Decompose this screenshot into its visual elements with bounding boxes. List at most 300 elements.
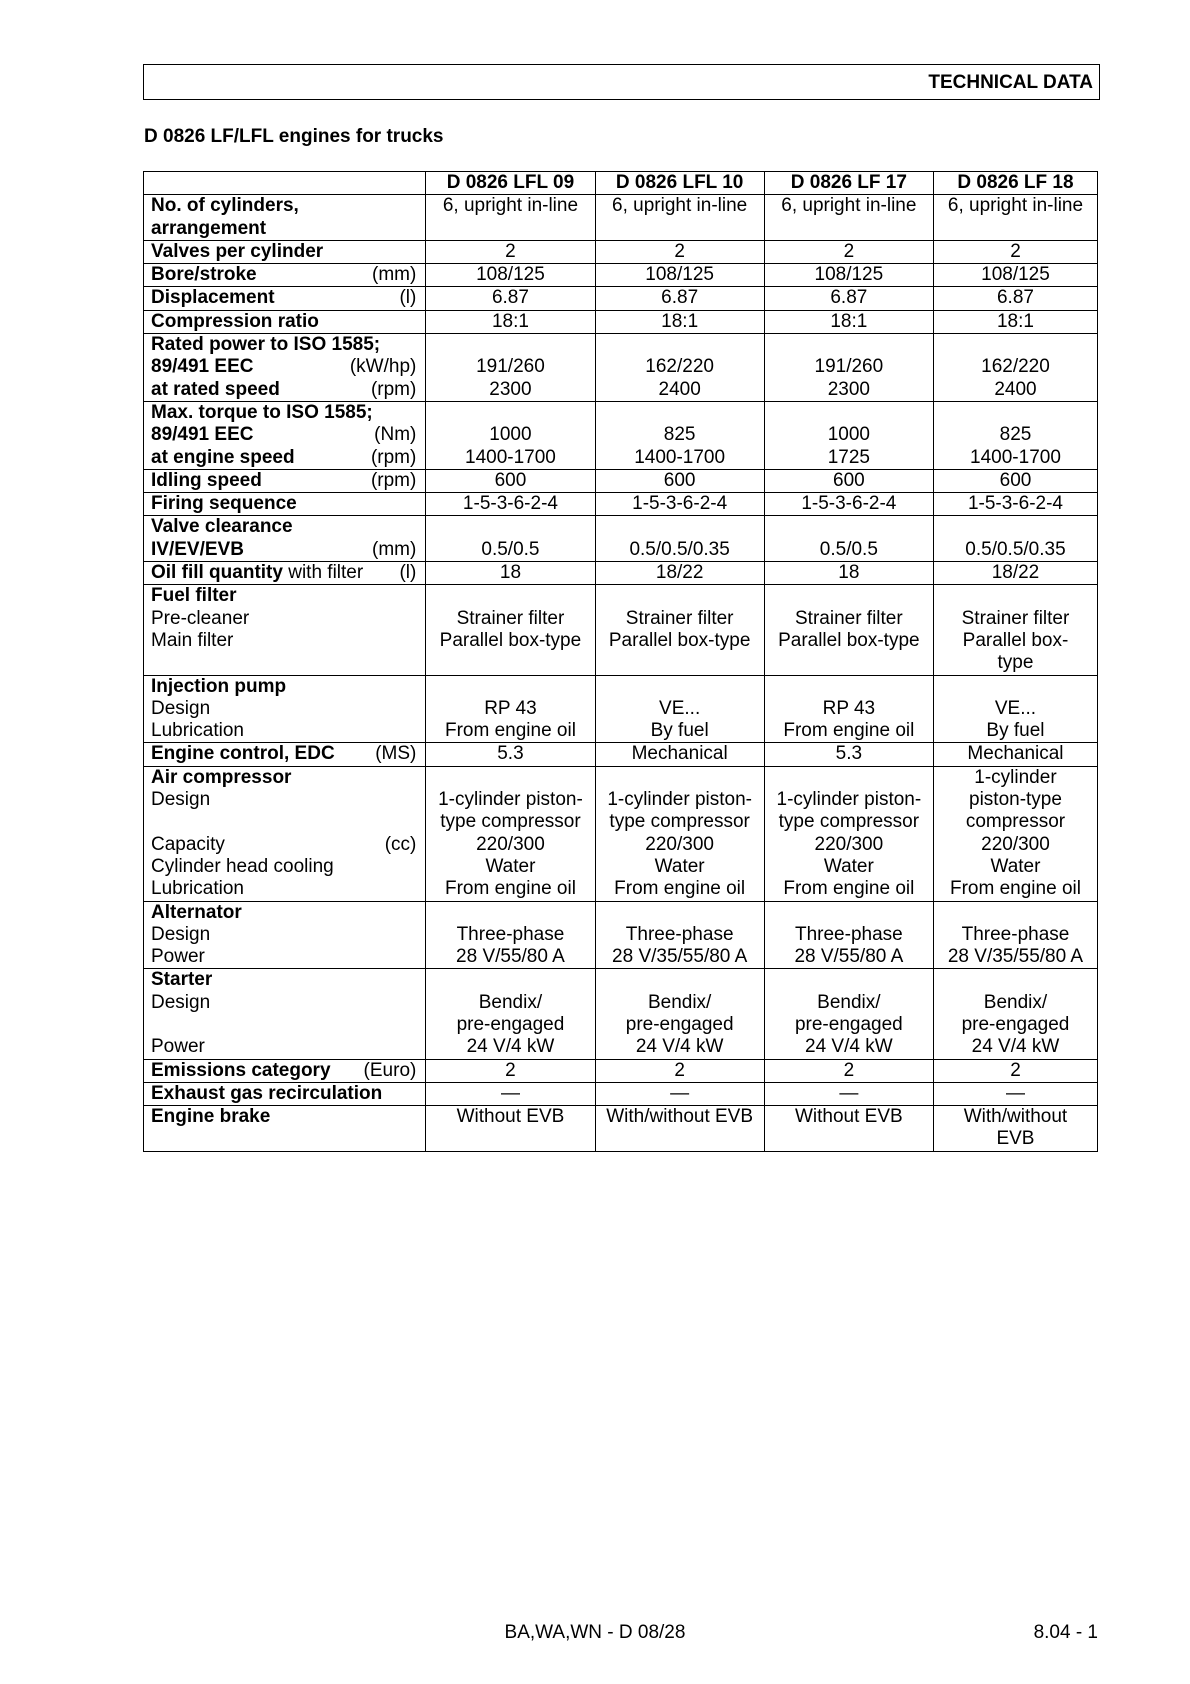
emissions-row-value: 2 xyxy=(505,1059,516,1081)
idling-row-value: 600 xyxy=(663,469,696,491)
pre-cleaner-value: Strainer filter xyxy=(795,607,903,629)
value-cell xyxy=(764,969,933,1059)
rated-power-label-2 xyxy=(151,356,416,378)
value-cell xyxy=(933,195,1097,241)
air-compressor-lubrication xyxy=(151,878,416,900)
value-cell xyxy=(595,334,764,402)
value-cell xyxy=(933,334,1097,402)
emissions-row-label xyxy=(151,1060,416,1082)
rated-power-label-2-unit: (kW/hp) xyxy=(349,356,417,378)
compression-row-value: 18:1 xyxy=(830,310,868,332)
compressor-lubrication-value: From engine oil xyxy=(614,878,746,900)
value-cell xyxy=(426,901,595,969)
firing-row-label xyxy=(151,493,416,515)
egr-row-value: — xyxy=(500,1082,520,1104)
engine-brake-value: Without EVB xyxy=(794,1106,903,1128)
oil-fill-row-label-text: Oil fill quantity xyxy=(151,562,283,584)
valves-row-value: 2 xyxy=(1010,240,1021,262)
value-cell xyxy=(933,766,1097,901)
value-cell xyxy=(933,969,1097,1059)
starter-power-value: 24 V/4 kW xyxy=(971,1036,1060,1058)
oil-fill-row-value: 18 xyxy=(838,562,860,584)
pre-cleaner-value: Strainer filter xyxy=(625,607,734,629)
row-label xyxy=(144,1106,426,1152)
rated-power-label-3-text: at rated speed xyxy=(151,378,280,400)
row-label xyxy=(144,310,426,333)
compressor-capacity-value: 220/300 xyxy=(814,833,884,855)
starter-design-value: Bendix/ pre-engaged xyxy=(625,991,734,1035)
starter-design-value: Bendix/ pre-engaged xyxy=(456,991,565,1035)
compressor-lubrication-value: From engine oil xyxy=(444,878,576,900)
displacement-row-label xyxy=(151,287,416,309)
torque-row xyxy=(144,401,1098,469)
valves-row-label-text: Valves per cylinder xyxy=(151,240,324,262)
value-cell xyxy=(595,172,764,195)
egr-row xyxy=(144,1082,1098,1105)
injection-pump-sub2 xyxy=(151,720,416,742)
value-cell xyxy=(595,287,764,310)
footer-page-number: 8.04 - 1 xyxy=(1033,1622,1098,1643)
emissions-row xyxy=(144,1059,1098,1082)
value-cell xyxy=(933,516,1097,562)
row-label xyxy=(144,195,426,241)
row-label xyxy=(144,287,426,310)
rated-power-label-2-text: 89/491 EEC xyxy=(151,356,254,378)
value-cell xyxy=(595,901,764,969)
air-compressor-heading-text: Air compressor xyxy=(151,766,292,788)
fuel-filter-sub1 xyxy=(151,608,416,630)
footer-document-code: BA,WA,WN - D 08/28 xyxy=(504,1622,686,1643)
pump-design-value: VE... xyxy=(659,697,701,719)
compressor-design-value: 1-cylinder piston- type compressor xyxy=(438,789,583,833)
alternator-design-value: Three-phase xyxy=(625,923,734,945)
value-cell xyxy=(764,675,933,743)
alternator-sub2 xyxy=(151,946,416,968)
row-label xyxy=(144,562,426,585)
compressor-design-value: 1-cylinder piston- type compressor xyxy=(776,789,922,833)
value-cell xyxy=(426,240,595,263)
value-cell xyxy=(764,516,933,562)
pump-design-value: RP 43 xyxy=(822,697,876,719)
torque-value: 825 xyxy=(663,424,696,446)
oil-fill-row-label-suffix: with filter xyxy=(288,562,364,584)
rated-speed-value: 2400 xyxy=(994,378,1037,400)
main-filter-value: Parallel box- type xyxy=(962,629,1069,674)
displacement-row-value: 6.87 xyxy=(661,287,699,309)
row-label xyxy=(144,969,426,1059)
torque-label-2-unit: (Nm) xyxy=(374,424,417,446)
value-cell xyxy=(764,493,933,516)
fuel-filter-heading xyxy=(151,585,416,607)
value-cell xyxy=(426,172,595,195)
injection-pump-sub1-text: Design xyxy=(151,697,211,719)
pump-lubrication-value: By fuel xyxy=(986,720,1045,742)
starter-sub2-text: Power xyxy=(151,1036,205,1058)
rated-speed-value: 2300 xyxy=(827,378,870,400)
alternator-row xyxy=(144,901,1098,969)
cylinders-label-1-text: No. of cylinders, xyxy=(151,195,299,217)
injection-pump-sub2-text: Lubrication xyxy=(151,720,244,742)
column-header: D 0826 LFL 09 xyxy=(446,172,575,193)
value-cell xyxy=(933,675,1097,743)
value-cell xyxy=(595,743,764,766)
value-cell xyxy=(764,1082,933,1105)
firing-row xyxy=(144,493,1098,516)
injection-pump-heading xyxy=(151,676,416,698)
valve-clearance-value: 0.5/0.5/0.35 xyxy=(629,538,730,560)
row-label xyxy=(144,675,426,743)
valves-row xyxy=(144,240,1098,263)
alternator-design-value: Three-phase xyxy=(456,923,565,945)
value-cell xyxy=(426,969,595,1059)
engine-control-row-value: Mechanical xyxy=(631,743,728,765)
starter-heading-text: Starter xyxy=(151,969,213,991)
bore-row-label-text: Bore/stroke xyxy=(151,264,257,286)
firing-row-value: 1-5-3-6-2-4 xyxy=(632,493,728,515)
column-header: D 0826 LF 18 xyxy=(957,172,1074,193)
alternator-sub1-text: Design xyxy=(151,923,211,945)
alternator-power-value: 28 V/35/55/80 A xyxy=(947,946,1084,968)
torque-label-1-text: Max. torque to ISO 1585; xyxy=(151,401,373,423)
egr-row-label-text: Exhaust gas recirculation xyxy=(151,1082,383,1104)
main-filter-value: Parallel box-type xyxy=(778,629,920,651)
value-cell xyxy=(595,562,764,585)
row-label xyxy=(144,493,426,516)
rated-speed-value: 2400 xyxy=(658,378,701,400)
injection-pump-heading-text: Injection pump xyxy=(151,675,287,697)
cylinders-value: 6, upright in-line xyxy=(612,195,748,217)
value-cell xyxy=(426,334,595,402)
idling-row-label xyxy=(151,470,416,492)
torque-value: 1000 xyxy=(827,424,870,446)
value-cell xyxy=(933,240,1097,263)
air-compressor-capacity-text: Capacity xyxy=(151,833,225,855)
valve-clearance-row xyxy=(144,516,1098,562)
value-cell xyxy=(933,287,1097,310)
valve-clearance-label-1 xyxy=(151,516,416,538)
idling-row xyxy=(144,469,1098,492)
compressor-capacity-value: 220/300 xyxy=(981,833,1050,855)
idling-row-value: 600 xyxy=(999,469,1032,491)
valves-row-value: 2 xyxy=(674,240,685,262)
value-cell xyxy=(764,195,933,241)
value-cell xyxy=(933,562,1097,585)
rated-speed-value: 2300 xyxy=(489,378,532,400)
displacement-row xyxy=(144,287,1098,310)
torque-value: 825 xyxy=(999,424,1032,446)
value-cell xyxy=(764,766,933,901)
row-label xyxy=(144,240,426,263)
value-cell xyxy=(933,901,1097,969)
engine-control-row-unit: (MS) xyxy=(375,743,417,765)
value-cell xyxy=(764,901,933,969)
starter-row xyxy=(144,969,1098,1059)
injection-pump-row xyxy=(144,675,1098,743)
column-header: D 0826 LFL 10 xyxy=(615,172,744,193)
oil-fill-row-unit: (l) xyxy=(399,562,417,584)
starter-sub1-text: Design xyxy=(151,991,211,1013)
firing-row-label-text: Firing sequence xyxy=(151,493,297,515)
value-cell xyxy=(595,1106,764,1152)
value-cell xyxy=(764,743,933,766)
air-compressor-design xyxy=(151,789,416,811)
cylinders-value: 6, upright in-line xyxy=(781,195,917,217)
value-cell xyxy=(426,562,595,585)
torque-value: 1000 xyxy=(489,424,532,446)
row-label xyxy=(144,743,426,766)
pre-cleaner-value: Strainer filter xyxy=(456,607,565,629)
egr-row-value: — xyxy=(670,1082,690,1104)
idling-row-unit: (rpm) xyxy=(370,469,417,491)
engine-control-row-value: 5.3 xyxy=(835,743,863,765)
fuel-filter-sub1-text: Pre-cleaner xyxy=(151,607,250,629)
value-cell xyxy=(426,287,595,310)
value-cell xyxy=(933,401,1097,469)
value-cell xyxy=(595,516,764,562)
torque-label-2 xyxy=(151,424,416,446)
bore-row-value: 108/125 xyxy=(645,264,714,286)
emissions-row-value: 2 xyxy=(674,1059,685,1081)
valves-row-value: 2 xyxy=(843,240,855,262)
valve-clearance-label-2-unit: (mm) xyxy=(372,538,417,560)
firing-row-value: 1-5-3-6-2-4 xyxy=(801,493,897,515)
header-box xyxy=(143,64,1100,100)
idling-row-label-text: Idling speed xyxy=(151,469,262,491)
engine-control-row-value: 5.3 xyxy=(497,743,524,765)
value-cell xyxy=(764,240,933,263)
torque-label-3-unit: (rpm) xyxy=(370,446,417,468)
value-cell xyxy=(426,1082,595,1105)
main-filter-value: Parallel box-type xyxy=(439,629,582,651)
value-cell xyxy=(426,195,595,241)
bore-row-unit: (mm) xyxy=(372,264,417,286)
row-label xyxy=(144,172,426,195)
pump-design-value: RP 43 xyxy=(484,697,537,719)
compression-row-label xyxy=(151,311,416,333)
cylinders-label-2 xyxy=(151,218,416,240)
value-cell xyxy=(764,469,933,492)
pump-lubrication-value: By fuel xyxy=(650,720,709,742)
rated-power-value: 162/220 xyxy=(981,356,1050,378)
value-cell xyxy=(426,401,595,469)
torque-speed-value: 1725 xyxy=(827,446,870,468)
value-cell xyxy=(426,264,595,287)
value-cell xyxy=(933,585,1097,675)
row-label xyxy=(144,901,426,969)
firing-row-value: 1-5-3-6-2-4 xyxy=(967,493,1063,515)
compressor-design-value: 1-cylinder piston-type compressor xyxy=(965,766,1066,833)
section-title: TECHNICAL DATA xyxy=(928,72,1093,93)
row-label xyxy=(144,1082,426,1105)
air-compressor-row xyxy=(144,766,1098,901)
emissions-row-value: 2 xyxy=(1010,1059,1021,1081)
rated-power-label-3 xyxy=(151,379,416,401)
engine-brake-value: With/without EVB xyxy=(606,1106,754,1128)
torque-label-3 xyxy=(151,447,416,469)
row-label xyxy=(144,401,426,469)
valve-clearance-value: 0.5/0.5 xyxy=(481,538,540,560)
displacement-row-value: 6.87 xyxy=(996,287,1034,309)
air-compressor-heading xyxy=(151,767,416,789)
value-cell xyxy=(933,264,1097,287)
engine-control-row-value: Mechanical xyxy=(967,743,1064,765)
fuel-filter-sub2-text: Main filter xyxy=(151,629,234,651)
value-cell xyxy=(933,1059,1097,1082)
value-cell xyxy=(764,585,933,675)
value-cell xyxy=(426,743,595,766)
row-label xyxy=(144,1059,426,1082)
torque-label-1 xyxy=(151,402,416,424)
value-cell xyxy=(426,493,595,516)
air-compressor-capacity-unit: (cc) xyxy=(384,833,417,855)
value-cell xyxy=(426,766,595,901)
emissions-row-label-text: Emissions category xyxy=(151,1059,331,1081)
pump-lubrication-value: From engine oil xyxy=(444,720,576,742)
compression-row-value: 18:1 xyxy=(661,310,699,332)
air-compressor-cooling xyxy=(151,856,416,878)
idling-row-value: 600 xyxy=(833,469,865,491)
engine-control-row-label xyxy=(151,743,416,765)
value-cell xyxy=(764,401,933,469)
idling-row-value: 600 xyxy=(494,469,527,491)
value-cell xyxy=(764,264,933,287)
alternator-heading-text: Alternator xyxy=(151,901,242,923)
oil-fill-row-value: 18 xyxy=(499,562,522,584)
compressor-cooling-value: Water xyxy=(990,855,1041,877)
engine-brake-value: With/without EVB xyxy=(963,1106,1068,1150)
compressor-cooling-value: Water xyxy=(654,855,705,877)
value-cell xyxy=(426,1106,595,1152)
torque-speed-value: 1400-1700 xyxy=(970,446,1061,468)
rated-power-value: 191/260 xyxy=(814,356,884,378)
compression-row xyxy=(144,310,1098,333)
bore-row-value: 108/125 xyxy=(981,264,1050,286)
compressor-capacity-value: 220/300 xyxy=(476,833,545,855)
cylinders-row xyxy=(144,195,1098,241)
cylinders-value: 6, upright in-line xyxy=(947,195,1084,217)
value-cell xyxy=(426,675,595,743)
rated-power-row xyxy=(144,334,1098,402)
rated-power-value: 191/260 xyxy=(476,356,545,378)
page-title: D 0826 LF/LFL engines for trucks xyxy=(144,126,444,147)
injection-pump-sub1 xyxy=(151,698,416,720)
fuel-filter-row xyxy=(144,585,1098,675)
displacement-row-value: 6.87 xyxy=(491,287,529,309)
compressor-design-value: 1-cylinder piston- type compressor xyxy=(607,789,752,833)
cylinders-label-2-text: arrangement xyxy=(151,217,267,239)
value-cell xyxy=(426,516,595,562)
fuel-filter-sub2 xyxy=(151,630,416,652)
value-cell xyxy=(595,401,764,469)
displacement-row-unit: (l) xyxy=(399,287,417,309)
valve-clearance-value: 0.5/0.5 xyxy=(819,538,878,560)
compression-row-value: 18:1 xyxy=(491,310,529,332)
column-header: D 0826 LF 17 xyxy=(790,172,907,193)
compressor-lubrication-value: From engine oil xyxy=(950,878,1081,900)
column-header-row xyxy=(144,172,1098,195)
pump-design-value: VE... xyxy=(994,697,1037,719)
compressor-capacity-value: 220/300 xyxy=(645,833,714,855)
value-cell xyxy=(595,240,764,263)
emissions-row-value: 2 xyxy=(843,1059,855,1081)
alternator-design-value: Three-phase xyxy=(794,923,903,945)
starter-design-value: Bendix/ pre-engaged xyxy=(794,991,903,1035)
value-cell xyxy=(426,585,595,675)
starter-heading xyxy=(151,969,416,991)
air-compressor-lubrication-text: Lubrication xyxy=(151,878,244,900)
value-cell xyxy=(426,469,595,492)
valve-clearance-label-2-text: IV/EV/EVB xyxy=(151,538,244,560)
value-cell xyxy=(764,1106,933,1152)
value-cell xyxy=(595,675,764,743)
torque-label-3-text: at engine speed xyxy=(151,446,295,468)
engine-control-row xyxy=(144,743,1098,766)
starter-sub1 xyxy=(151,992,416,1014)
alternator-sub2-text: Power xyxy=(151,946,205,968)
valves-row-value: 2 xyxy=(505,240,516,262)
valve-clearance-label-1-text: Valve clearance xyxy=(151,516,293,538)
valves-row-label xyxy=(151,241,416,263)
displacement-row-value: 6.87 xyxy=(830,287,868,309)
engine-brake-label-text: Engine brake xyxy=(151,1106,271,1128)
value-cell xyxy=(595,1082,764,1105)
emissions-row-unit: (Euro) xyxy=(363,1059,417,1081)
compression-row-label-text: Compression ratio xyxy=(151,310,319,332)
row-label xyxy=(144,585,426,675)
torque-speed-value: 1400-1700 xyxy=(465,446,556,468)
air-compressor-design-text: Design xyxy=(151,789,211,811)
egr-row-value: — xyxy=(839,1082,859,1104)
engine-control-row-label-text: Engine control, EDC xyxy=(151,743,335,765)
value-cell xyxy=(595,585,764,675)
oil-fill-row-value: 18/22 xyxy=(655,562,704,584)
rated-power-label-1-text: Rated power to ISO 1585; xyxy=(151,334,381,356)
alternator-power-value: 28 V/55/80 A xyxy=(794,946,904,968)
compressor-cooling-value: Water xyxy=(485,855,536,877)
starter-design-value: Bendix/ pre-engaged xyxy=(961,991,1070,1035)
main-filter-value: Parallel box-type xyxy=(608,629,751,651)
torque-speed-value: 1400-1700 xyxy=(634,446,726,468)
row-label xyxy=(144,469,426,492)
value-cell xyxy=(595,469,764,492)
compressor-lubrication-value: From engine oil xyxy=(783,878,915,900)
value-cell xyxy=(595,766,764,901)
value-cell xyxy=(595,969,764,1059)
value-cell xyxy=(933,743,1097,766)
starter-sub2 xyxy=(151,1036,416,1058)
compressor-cooling-value: Water xyxy=(823,855,874,877)
value-cell xyxy=(764,172,933,195)
oil-fill-row-label xyxy=(151,562,416,584)
alternator-design-value: Three-phase xyxy=(961,923,1070,945)
bore-row xyxy=(144,264,1098,287)
value-cell xyxy=(933,493,1097,516)
row-label xyxy=(144,516,426,562)
value-cell xyxy=(595,310,764,333)
engine-brake-label xyxy=(151,1106,416,1128)
value-cell xyxy=(595,264,764,287)
firing-row-value: 1-5-3-6-2-4 xyxy=(462,493,558,515)
starter-power-value: 24 V/4 kW xyxy=(635,1036,724,1058)
starter-power-value: 24 V/4 kW xyxy=(466,1036,555,1058)
oil-fill-row xyxy=(144,562,1098,585)
engine-brake-row xyxy=(144,1106,1098,1152)
spec-table xyxy=(143,171,1098,1152)
bore-row-label xyxy=(151,264,416,286)
rated-power-value: 162/220 xyxy=(645,356,714,378)
egr-row-value: — xyxy=(1005,1082,1025,1104)
compression-row-value: 18:1 xyxy=(996,310,1034,332)
